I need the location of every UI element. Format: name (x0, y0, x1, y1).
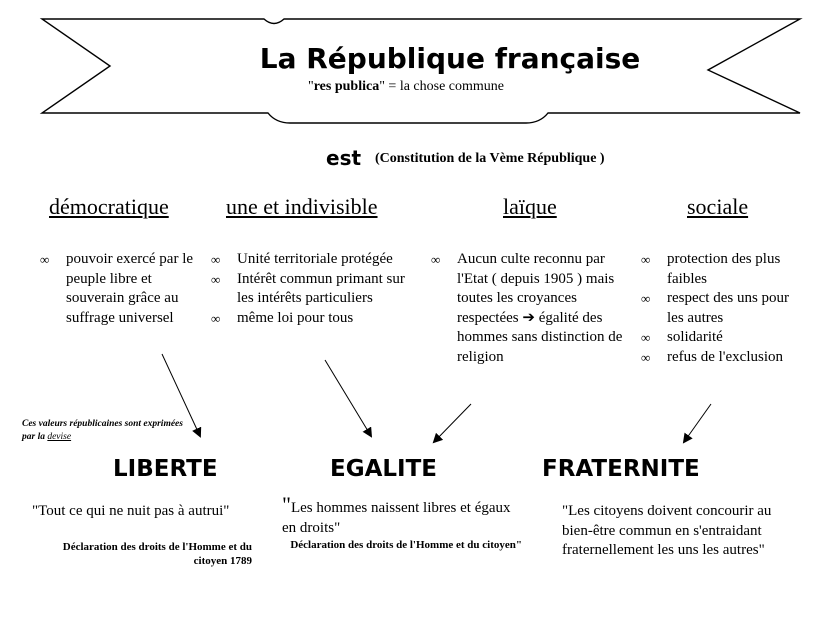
infinity-bullet-icon: ∞ (641, 349, 651, 365)
infinity-bullet-icon: ∞ (641, 252, 651, 267)
heading-une-indivisible: une et indivisible (226, 194, 378, 219)
devise-note: Ces valeurs républicaines sont exprimées par la devise (22, 419, 183, 442)
infinity-bullet-icon: ∞ (431, 252, 441, 267)
infinity-bullet-icon: ∞ (211, 252, 221, 267)
quote-fraternite: "Les citoyens doivent concourir au bien-être commun en s'entraidant fraternellement les uns les autres" (562, 503, 772, 558)
arrow-to-egalite-right (434, 404, 471, 442)
list-item: ∞ Unité territoriale protégée (211, 250, 406, 270)
constitution-label: (Constitution de la Vème République ) (375, 151, 605, 166)
arrow-to-fraternite (684, 404, 711, 442)
list-item: ∞ même loi pour tous (211, 309, 406, 329)
list-item: ∞ respect des uns pour les autres (641, 290, 790, 326)
page-subtitle: "res publica" = la chose commune (308, 79, 504, 94)
quote-liberte: "Tout ce qui ne nuit pas à autrui" (32, 503, 230, 519)
motto-fraternite: FRATERNITE (542, 456, 700, 482)
page-title: La République française (259, 42, 641, 75)
heading-laique: laïque (503, 194, 557, 219)
heading-sociale: sociale (687, 194, 749, 219)
est-label: est (326, 146, 362, 170)
infinity-bullet-icon: ∞ (641, 330, 651, 345)
heading-democratique: démocratique (49, 194, 169, 219)
source-liberte: Déclaration des droits de l'Homme et du citoyen 1789 (62, 541, 252, 567)
list-item: ∞ Aucun culte reconnu par l'Etat ( depuis 1905 ) mais toutes les croyances respectées ➔ égalité des hommes sans distinction de religion (431, 251, 623, 365)
list-item: ∞ refus de l'exclusion (641, 348, 806, 368)
devise-link: devise (47, 432, 72, 442)
motto-egalite: EGALITE (330, 456, 438, 482)
list-item: ∞ pouvoir exercé par le peuple libre et souverain grâce au suffrage universel (40, 251, 194, 326)
quote-egalite: "Les hommes naissent libres et égaux en droits" (282, 492, 511, 536)
list-item: ∞ protection des plus faibles (641, 251, 781, 287)
infinity-bullet-icon: ∞ (40, 252, 50, 267)
motto-liberte: LIBERTE (113, 456, 218, 482)
list-item: ∞ solidarité (641, 328, 806, 348)
infinity-bullet-icon: ∞ (211, 310, 221, 326)
arrow-to-egalite-left (325, 360, 371, 436)
source-egalite: Déclaration des droits de l'Homme et du citoyen" (290, 539, 522, 551)
infinity-bullet-icon: ∞ (211, 271, 221, 287)
list-item: ∞ Intérêt commun primant sur les intérêts particuliers (211, 270, 405, 306)
infinity-bullet-icon: ∞ (641, 291, 651, 306)
